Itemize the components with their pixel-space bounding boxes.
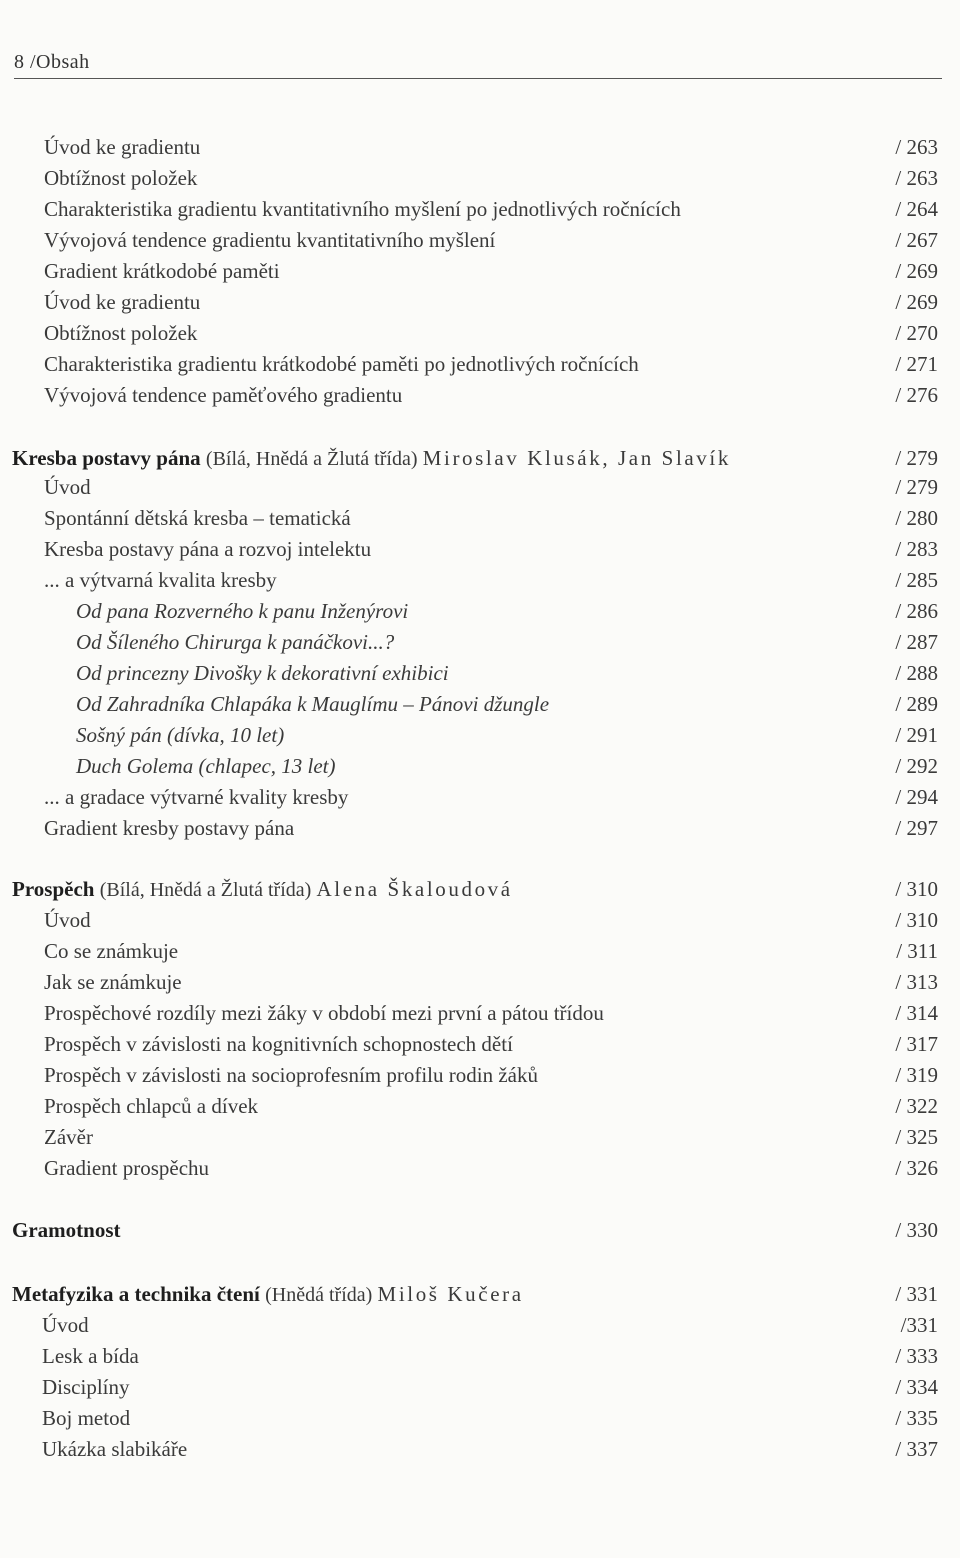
toc-title: Úvod xyxy=(44,908,91,932)
toc-title: Charakteristika gradientu krátkodobé paměti po jednotlivých ročnících xyxy=(44,352,639,376)
toc-entry xyxy=(0,565,960,595)
toc-title: Od Zahradníka Chlapáka k Mauglímu – Pánovi džungle xyxy=(76,692,550,716)
toc-entry xyxy=(0,1403,960,1433)
toc-page: / 279 xyxy=(895,475,938,499)
toc-title: Co se známkuje xyxy=(44,939,179,963)
page-header-text: 8 /Obsah xyxy=(14,51,90,73)
toc-title: Úvod ke gradientu xyxy=(44,135,201,159)
chapter-name: Gramotnost xyxy=(12,1218,121,1242)
toc-page: / 297 xyxy=(895,816,938,840)
toc-title: Sošný pán (dívka, 10 let) xyxy=(76,723,285,747)
chapter-classes: (Bílá, Hnědá a Žlutá třída) xyxy=(99,879,312,901)
toc-page: / 326 xyxy=(895,1156,938,1180)
toc-title: Prospěchové rozdíly mezi žáky v období mezi první a pátou třídou xyxy=(44,1001,604,1025)
toc-title: Kresba postavy pána a rozvoj intelektu xyxy=(44,537,372,561)
toc-entry xyxy=(0,163,960,193)
toc-entry xyxy=(0,1153,960,1183)
chapter-authors: Miloš Kučera xyxy=(377,1282,524,1306)
toc-page: / 286 xyxy=(895,599,938,623)
toc-page: / 271 xyxy=(895,352,938,376)
toc-entry xyxy=(0,472,960,502)
toc-page: / 310 xyxy=(895,908,938,932)
toc-title: Disciplíny xyxy=(42,1375,130,1399)
toc-title: Obtížnost položek xyxy=(44,166,198,190)
toc-title: Duch Golema (chlapec, 13 let) xyxy=(76,754,336,778)
toc-entry xyxy=(0,194,960,224)
toc-title: Obtížnost položek xyxy=(44,321,198,345)
toc-page: / 317 xyxy=(895,1032,938,1056)
toc-page: / 294 xyxy=(895,785,938,809)
toc-entry xyxy=(0,132,960,162)
toc-page: / 325 xyxy=(895,1125,938,1149)
toc-entry xyxy=(0,534,960,564)
toc-entry xyxy=(0,627,960,657)
toc-entry xyxy=(0,658,960,688)
toc-title: Prospěch chlapců a dívek xyxy=(44,1094,259,1118)
toc-page: / 283 xyxy=(895,537,938,561)
toc-title: Charakteristika gradientu kvantitativního myšlení po jednotlivých ročnících xyxy=(44,197,681,221)
chapter-name: Prospěch xyxy=(12,877,95,901)
toc-title: Boj metod xyxy=(42,1406,131,1430)
toc-entry xyxy=(0,1091,960,1121)
toc-page: / 330 xyxy=(895,1218,938,1242)
toc-page: / 287 xyxy=(895,630,938,654)
chapter-title xyxy=(12,443,731,474)
toc-page: / 279 xyxy=(895,446,938,470)
toc-page: / 313 xyxy=(895,970,938,994)
toc-page: / 335 xyxy=(895,1406,938,1430)
toc-title: Úvod ke gradientu xyxy=(44,290,201,314)
toc-entry xyxy=(0,905,960,935)
toc-entry xyxy=(0,349,960,379)
toc-title: ... a výtvarná kvalita kresby xyxy=(44,568,277,592)
chapter-authors: Alena Škaloudová xyxy=(316,877,513,901)
toc-page: / 337 xyxy=(895,1437,938,1461)
toc-title: Jak se známkuje xyxy=(44,970,182,994)
toc-page: / 280 xyxy=(895,506,938,530)
toc-page: / 334 xyxy=(895,1375,938,1399)
toc-page: / 322 xyxy=(895,1094,938,1118)
toc-title: Prospěch v závislosti na kognitivních schopnostech dětí xyxy=(44,1032,513,1056)
toc-entry xyxy=(0,596,960,626)
toc-page: / 276 xyxy=(895,383,938,407)
chapter-name: Kresba postavy pána xyxy=(12,446,201,470)
toc-title: Úvod xyxy=(42,1313,89,1337)
toc-page: / 331 xyxy=(895,1282,938,1306)
toc-title: Ukázka slabikáře xyxy=(42,1437,188,1461)
toc-page: / 333 xyxy=(895,1344,938,1368)
toc-entry xyxy=(0,503,960,533)
toc-entry xyxy=(0,287,960,317)
toc-entry xyxy=(0,751,960,781)
toc-page: / 292 xyxy=(895,754,938,778)
chapter-authors: Miroslav Klusák, Jan Slavík xyxy=(422,446,731,470)
toc-title: ... a gradace výtvarné kvality kresby xyxy=(44,785,349,809)
chapter-title xyxy=(12,1279,524,1310)
toc-title: Spontánní dětská kresba – tematická xyxy=(44,506,351,530)
toc-entry xyxy=(0,1122,960,1152)
toc-title: Od princezny Divošky k dekorativní exhibici xyxy=(76,661,449,685)
toc-page: / 285 xyxy=(895,568,938,592)
toc-entry xyxy=(0,1310,960,1340)
toc-title: Gradient kresby postavy pána xyxy=(44,816,295,840)
toc-entry xyxy=(0,1060,960,1090)
toc-title: Závěr xyxy=(44,1125,93,1149)
toc-title: Lesk a bída xyxy=(42,1344,139,1368)
toc-chapter-heading xyxy=(0,1215,960,1245)
toc-entry xyxy=(0,936,960,966)
toc-entry xyxy=(0,318,960,348)
toc-title: Úvod xyxy=(44,475,91,499)
toc-page: / 270 xyxy=(895,321,938,345)
toc-page: / 289 xyxy=(895,692,938,716)
toc-entry xyxy=(0,1029,960,1059)
toc-title: Od pana Rozverného k panu Inženýrovi xyxy=(76,599,409,623)
toc-chapter-heading xyxy=(0,874,960,904)
toc-entry xyxy=(0,1434,960,1464)
toc-page: / 291 xyxy=(895,723,938,747)
toc-page: / 264 xyxy=(895,197,938,221)
toc-page: / 263 xyxy=(895,166,938,190)
toc-title: Od Šíleného Chirurga k panáčkovi...? xyxy=(76,630,395,654)
toc-entry xyxy=(0,256,960,286)
toc-entry xyxy=(0,689,960,719)
toc-entry xyxy=(0,1372,960,1402)
toc-page: / 269 xyxy=(895,290,938,314)
toc-entry xyxy=(0,998,960,1028)
toc-entry xyxy=(0,782,960,812)
chapter-classes: (Hnědá třída) xyxy=(265,1284,373,1306)
toc-entry xyxy=(0,380,960,410)
toc-page: / 263 xyxy=(895,135,938,159)
toc-page: / 314 xyxy=(895,1001,938,1025)
toc-page: / 269 xyxy=(895,259,938,283)
toc-page: / 311 xyxy=(896,939,938,963)
toc-chapter-heading xyxy=(0,1279,960,1309)
toc-page: / 267 xyxy=(895,228,938,252)
toc-entry xyxy=(0,720,960,750)
toc-title: Prospěch v závislosti na socioprofesním profilu rodin žáků xyxy=(44,1063,538,1087)
toc-page: / 319 xyxy=(895,1063,938,1087)
page-header xyxy=(14,48,942,79)
toc-entry xyxy=(0,225,960,255)
chapter-name: Metafyzika a technika čtení xyxy=(12,1282,260,1306)
toc-page: / 310 xyxy=(895,877,938,901)
toc-title: Gradient krátkodobé paměti xyxy=(44,259,280,283)
chapter-classes: (Bílá, Hnědá a Žlutá třída) xyxy=(205,448,418,470)
toc-title: Vývojová tendence paměťového gradientu xyxy=(44,383,403,407)
toc-entry xyxy=(0,1341,960,1371)
toc-title: Vývojová tendence gradientu kvantitativního myšlení xyxy=(44,228,496,252)
toc-title: Gradient prospěchu xyxy=(44,1156,210,1180)
toc-page: /331 xyxy=(900,1313,938,1337)
chapter-title xyxy=(12,1215,121,1245)
toc-page: / 288 xyxy=(895,661,938,685)
toc-entry xyxy=(0,967,960,997)
toc-chapter-heading xyxy=(0,443,960,473)
toc-entry xyxy=(0,813,960,843)
chapter-title xyxy=(12,874,513,905)
